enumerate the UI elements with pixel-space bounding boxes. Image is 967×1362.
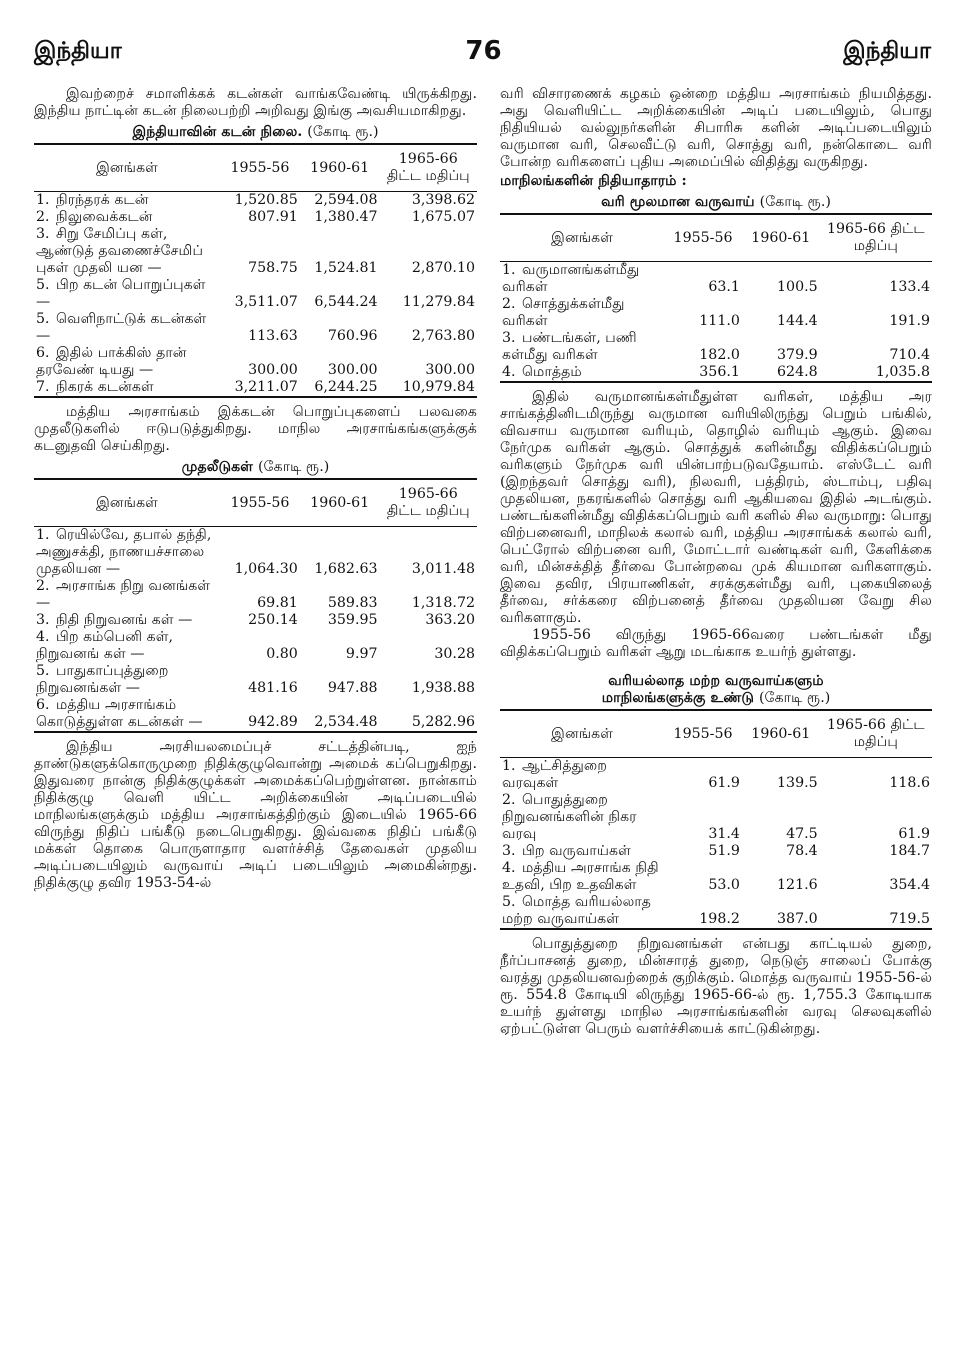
header-1955: 1955-56	[220, 479, 300, 527]
value-1965: 133.4	[889, 279, 930, 295]
row-number: 5.	[502, 894, 516, 910]
row-number: 1.	[36, 527, 50, 543]
value-1960: 78.4	[786, 843, 818, 859]
running-head-left: இந்தியா	[34, 38, 122, 64]
value-1960: 2,534.48	[314, 714, 378, 730]
row-number: 4.	[502, 364, 516, 380]
row-label: பொதுத்துறை நிறுவனங்களின் நிகர வரவு	[502, 792, 637, 842]
header-1960: 1960-61	[300, 144, 380, 192]
value-1955: 182.0	[699, 347, 740, 363]
value-1965: 5,282.96	[411, 714, 475, 730]
invest-table	[34, 478, 477, 733]
nontax-table-title-line1: வரியல்லாத மற்ற வருவாய்களும்	[608, 673, 824, 689]
value-1965: 30.28	[434, 646, 475, 662]
value-1955: 758.75	[248, 260, 298, 276]
row-label-cell	[34, 311, 220, 345]
header-1955: 1955-56	[664, 710, 742, 758]
row-label-cell	[500, 364, 664, 382]
row-number: 3.	[36, 226, 50, 242]
value-1955: 1,064.30	[234, 561, 298, 577]
value-1965: 719.5	[889, 911, 930, 927]
value-1965: 1,675.07	[411, 209, 475, 225]
table-row	[34, 192, 477, 210]
value-1960: 947.88	[327, 680, 378, 696]
value-1960: 624.8	[777, 364, 818, 380]
table-row	[34, 697, 477, 732]
row-label-cell	[500, 296, 664, 330]
row-number: 2.	[502, 296, 516, 312]
row-number: 3.	[502, 330, 516, 346]
debt-table-unit: (கோடி ரூ.)	[307, 124, 379, 140]
table-row	[500, 894, 932, 929]
table-row	[500, 330, 932, 364]
row-label: பிற கடன் பொறுப்புகள்—	[36, 277, 206, 310]
value-1955: 111.0	[699, 313, 740, 329]
row-label-cell	[34, 277, 220, 311]
header-items: இனங்கள்	[500, 214, 664, 262]
row-label: மத்திய அரசாங்கம் கொடுத்துள்ள கடன்கள் —	[36, 697, 203, 730]
mid-paragraph-right-1: இதில் வருமானங்கள்மீதுள்ள வரிகள், மத்திய அர சாங்கத்தினிடமிருந்து வருமான வரியிலிருந்து பெறும் பங்கில், விவசாய வருமான வரியும், தொழில் வரியும் ஆகும். இவை நேர்முக வரிகள் ஆகும். சொத்துக் களின்மீது விதிக்கப்பெறும் வரிகளும் நேர்முக வரி யின்பாற்படுவதேயாம். எஸ்டேட் வரி (இறந்தவர் சொத்து வரி), நிலவரி, பத்திரம், ஸ்டாம்பு, பதிவு முதலியன, நகரங்களில் சொத்து வரி ஆகியவை இதில் அடங்கும். பண்டங்களின்மீது விதிக்கப்பெறும் வரி களில் சில வருமாறு: பொது விற்பனைவரி, மாநிலக் கலால் வரி, மத்திய அரசாங்கக் கலால் வரி, பெட்ரோல் விற்பனை வரி, மோட்டார் வண்டிகள் வரி, கேளிக்கை வரி, மின்சக்தித் தீர்வை போன்றவை முக் கியமான வரிகளாகும். இவை தவிர, பிரயாணிகள், சரக்குகள்மீது வரி, புகையிலைத் தீர்வை, சர்க்கரை விற்பனைத் தீர்வை முதலியன வேறு சில வரிகளாகும்.	[500, 389, 932, 626]
value-1965: 191.9	[889, 313, 930, 329]
value-1965: 3,398.62	[411, 192, 475, 208]
table-row	[500, 792, 932, 843]
table-row	[34, 379, 477, 397]
table-row	[34, 663, 477, 697]
row-number: 2.	[36, 578, 50, 594]
bottom-paragraph-left: இந்திய அரசியலமைப்புச் சட்டத்தின்படி, ஐந் தாண்டுகளுக்கொருமுறை நிதிக்குழுவொன்று அமைக் கப்பெறுகிறது. இதுவரை நான்கு நிதிக்குழுக்கள் அமைக்கப்பெற்றுள்ளன. நான்காம் நிதிக்குழு வெளி யிட்ட அறிக்கையின் அடிப்படையில் மாநிலங்களுக்கும் மத்திய அரசாங்கத்திற்கும் இடையில் 1965-66 விருந்து நிதிப் பங்கீடு நடைபெறுகிறது. இவ்வகை நிதிப் பங்கீடு மக்கள் தொகை பொருளாதார வளர்ச்சித் தேவைகள் முதலிய அடிப்படையிலும் வருவாய் அடிப் படையிலும் அமைகின்றது. நிதிக்குழு தவிர 1953-54-ல்	[34, 739, 477, 891]
debt-table-body	[34, 192, 477, 398]
row-label-cell	[500, 894, 664, 929]
top-paragraph-right: வரி விசாரணைக் கழகம் ஒன்றை மத்திய அரசாங்கம் நியமித்தது. அது வெளியிட்ட அறிக்கையின் அடிப் படையிலும், பொது நிதியியல் வல்லுநர்களின் சிபாரிசு களின் அடிப்படையிலும் வருமான வரி, செலவீட்டு வரி, சொத்து வரி, நன்கொடை வரி போன்ற வரிகளைப் புதிய அமைப்பில் விதித்து வருகிறது.	[500, 86, 932, 170]
table-row	[34, 612, 477, 629]
row-number: 5.	[36, 663, 50, 679]
row-number: 5.	[36, 277, 50, 293]
row-label-cell	[34, 379, 220, 397]
tax-table-title	[500, 194, 932, 211]
row-label-cell	[500, 860, 664, 894]
value-1965: 3,011.48	[411, 561, 475, 577]
running-head-right: இந்தியா	[843, 38, 931, 64]
value-1965: 184.7	[889, 843, 930, 859]
value-1965: 2,870.10	[411, 260, 475, 276]
right-column	[500, 86, 932, 1038]
row-number: 5.	[36, 311, 50, 327]
value-1965: 1,318.72	[411, 595, 475, 611]
value-1955: 53.0	[708, 877, 740, 893]
row-label: மொத்த வரியல்லாத மற்ற வருவாய்கள்	[502, 894, 652, 927]
table-row	[500, 364, 932, 382]
value-1965: 1,938.88	[411, 680, 475, 696]
row-number: 4.	[502, 860, 516, 876]
row-number: 2.	[36, 209, 50, 225]
value-1960: 144.4	[777, 313, 818, 329]
header-1965: 1965-66 திட்ட மதிப்பு	[820, 214, 932, 262]
value-1960: 379.9	[777, 347, 818, 363]
row-label: வருமானங்கள்மீது வரிகள்	[502, 262, 640, 295]
table-row	[34, 629, 477, 663]
nontax-table-title-line2-wrap	[500, 690, 932, 707]
header-items: இனங்கள்	[34, 479, 220, 527]
bottom-paragraph-right: பொதுத்துறை நிறுவனங்கள் என்பது காட்டியல் துறை, நீர்ப்பாசனத் துறை, மின்சாரத் துறை, நெடுஞ் சாலைப் போக்கு வரத்து முதலியனவற்றைக் குறிக்கும். மொத்த வருவாய் 1955-56-ல் ரூ. 554.8 கோடியி லிருந்து 1965-66-ல் ரூ. 1,755.3 கோடியாக உயர்ந் துள்ளது மாநில அரசாங்கங்களின் வரவு செலவுகளில் ஏற்பட்டுள்ள பெரும் வளர்ச்சியைக் காட்டுகின்றது.	[500, 936, 932, 1037]
row-label: பிற கம்பெனி கள், நிறுவனங் கள் —	[36, 629, 174, 662]
row-label-cell	[500, 262, 664, 297]
value-1955: 942.89	[248, 714, 298, 730]
tax-table-title-text: வரி மூலமான வருவாய்	[601, 194, 755, 210]
nontax-table	[500, 709, 932, 930]
table-row	[34, 345, 477, 379]
tax-table-body	[500, 262, 932, 383]
row-number: 3.	[502, 843, 516, 859]
nontax-table-body	[500, 758, 932, 930]
value-1955: 198.2	[699, 911, 740, 927]
tax-table-unit: (கோடி ரூ.)	[759, 194, 831, 210]
value-1960: 1,524.81	[314, 260, 378, 276]
value-1965: 363.20	[425, 612, 475, 628]
row-label-cell	[34, 209, 220, 226]
value-1955: 69.81	[257, 595, 298, 611]
value-1960: 2,594.08	[314, 192, 378, 208]
row-number: 6.	[36, 697, 50, 713]
table-row	[34, 578, 477, 612]
row-label-cell	[500, 330, 664, 364]
value-1965: 300.00	[425, 362, 475, 378]
row-label: நிலுவைக்கடன்	[56, 209, 153, 225]
row-label: அரசாங்க நிறு வனங்கள் —	[36, 578, 211, 611]
table-row	[34, 226, 477, 277]
value-1955: 63.1	[708, 279, 740, 295]
table-row	[500, 262, 932, 297]
value-1965: 10,979.84	[402, 379, 475, 395]
header-1960: 1960-61	[742, 710, 820, 758]
row-number: 1.	[502, 262, 516, 278]
mid-paragraph-right-2: 1955-56 விருந்து 1965-66வரை பண்டங்கள் மீது விதிக்கப்பெறும் வரிகள் ஆறு மடங்காக உயர்ந் துள்ளது.	[500, 627, 932, 660]
value-1955: 0.80	[266, 646, 298, 662]
mid-paragraph: மத்திய அரசாங்கம் இக்கடன் பொறுப்புகளைப் பலவகை முதலீடுகளில் ஈடுபடுத்துகிறது. மாநில அரசாங்கங்களுக்குக் கடனுதவி செய்கிறது.	[34, 404, 477, 454]
row-label-cell	[34, 527, 220, 579]
invest-table-title-text: முதலீடுகள்	[181, 459, 254, 475]
value-1960: 100.5	[777, 279, 818, 295]
row-label: நிதி நிறுவனங் கள் —	[56, 612, 193, 628]
value-1960: 6,244.25	[314, 379, 378, 395]
row-number: 6.	[36, 345, 50, 361]
nontax-table-unit: (கோடி ரூ.)	[759, 690, 831, 706]
value-1955: 3,211.07	[234, 379, 298, 395]
value-1965: 1,035.8	[875, 364, 930, 380]
value-1960: 1,380.47	[314, 209, 378, 225]
header-1955: 1955-56	[664, 214, 742, 262]
row-label-cell	[500, 758, 664, 793]
invest-table-body	[34, 527, 477, 733]
value-1960: 121.6	[777, 877, 818, 893]
debt-table	[34, 143, 477, 398]
header-items: இனங்கள்	[500, 710, 664, 758]
row-label: ரெயில்வே, தபால் தந்தி, அணுசக்தி, நாணயச்சாலை முதலியன —	[36, 527, 212, 577]
header-1960: 1960-61	[742, 214, 820, 262]
row-label: பாதுகாப்புத்துறை நிறுவனங்கள் —	[36, 663, 169, 696]
value-1960: 1,682.63	[314, 561, 378, 577]
value-1960: 9.97	[345, 646, 378, 662]
row-label: நிரந்தரக் கடன்	[56, 192, 149, 208]
header-1955: 1955-56	[220, 144, 300, 192]
value-1955: 300.00	[248, 362, 298, 378]
row-label: மத்திய அரசாங்க நிதி உதவி, பிற உதவிகள்	[502, 860, 659, 893]
value-1955: 3,511.07	[234, 294, 298, 310]
header-1965: 1965-66 திட்ட மதிப்பு	[380, 479, 477, 527]
debt-table-title	[34, 124, 477, 141]
row-label: மொத்தம்	[522, 364, 582, 380]
value-1965: 710.4	[889, 347, 930, 363]
value-1960: 47.5	[786, 826, 818, 842]
row-label-cell	[34, 226, 220, 277]
header-items: இனங்கள்	[34, 144, 220, 192]
value-1965: 11,279.84	[402, 294, 475, 310]
value-1955: 250.14	[248, 612, 298, 628]
value-1955: 356.1	[699, 364, 740, 380]
table-row	[500, 758, 932, 793]
row-label: இதில் பாக்கிஸ் தான் தரவேண் டியது —	[36, 345, 187, 378]
value-1960: 359.95	[327, 612, 378, 628]
row-label-cell	[34, 345, 220, 379]
row-number: 7.	[36, 379, 50, 395]
row-number: 2.	[502, 792, 516, 808]
value-1960: 6,544.24	[314, 294, 378, 310]
value-1955: 113.63	[248, 328, 298, 344]
row-label: பண்டங்கள், பணி கள்மீது வரிகள்	[502, 330, 637, 363]
table-row	[500, 296, 932, 330]
row-label-cell	[34, 578, 220, 612]
header-1960: 1960-61	[300, 479, 380, 527]
row-label-cell	[500, 843, 664, 860]
row-label-cell	[34, 629, 220, 663]
table-row	[500, 843, 932, 860]
value-1955: 1,520.85	[234, 192, 298, 208]
header-1965: 1965-66 திட்ட மதிப்பு	[820, 710, 932, 758]
value-1955: 51.9	[708, 843, 740, 859]
row-label: சொத்துக்கள்மீது வரிகள்	[502, 296, 625, 329]
value-1965: 2,763.80	[411, 328, 475, 344]
row-label: சிறு சேமிப்பு கள், ஆண்டுத் தவணைச்சேமிப் புகள் முதலி யன —	[36, 226, 204, 276]
value-1965: 118.6	[889, 775, 930, 791]
invest-table-title	[34, 459, 477, 476]
row-label-cell	[500, 792, 664, 843]
table-row	[34, 527, 477, 579]
value-1955: 807.91	[248, 209, 298, 225]
table-row	[34, 277, 477, 311]
invest-table-header	[34, 479, 477, 527]
value-1960: 387.0	[777, 911, 818, 927]
value-1955: 481.16	[248, 680, 298, 696]
finance-heading: மாநிலங்களின் நிதியாதாரம் :	[500, 173, 687, 189]
row-label-cell	[34, 663, 220, 697]
value-1965: 61.9	[898, 826, 930, 842]
nontax-table-header	[500, 710, 932, 758]
table-row	[500, 860, 932, 894]
value-1960: 589.83	[327, 595, 378, 611]
row-number: 1.	[502, 758, 516, 774]
value-1960: 139.5	[777, 775, 818, 791]
row-label: வெளிநாட்டுக் கடன்கள் —	[36, 311, 207, 344]
value-1960: 300.00	[327, 362, 378, 378]
row-label: நிகரக் கடன்கள்	[56, 379, 154, 395]
value-1955: 31.4	[708, 826, 740, 842]
left-column	[34, 86, 477, 892]
row-label: பிற வருவாய்கள்	[522, 843, 631, 859]
row-label-cell	[34, 612, 220, 629]
page-number: 76	[465, 36, 502, 66]
tax-table-header	[500, 214, 932, 262]
row-label-cell	[34, 192, 220, 210]
invest-table-unit: (கோடி ரூ.)	[258, 459, 330, 475]
nontax-table-title-line2: மாநிலங்களுக்கு உண்டு	[601, 690, 755, 706]
value-1955: 61.9	[708, 775, 740, 791]
intro-paragraph: இவற்றைச் சமாளிக்கக் கடன்கள் வாங்கவேண்டி யிருக்கிறது. இந்திய நாட்டின் கடன் நிலைபற்றி அறிவது இங்கு அவசியமாகிறது.	[34, 86, 477, 119]
row-label: ஆட்சித்துறை வரவுகள்	[502, 758, 607, 791]
row-label-cell	[34, 697, 220, 732]
header-1965: 1965-66 திட்ட மதிப்பு	[380, 144, 477, 192]
table-row	[34, 311, 477, 345]
value-1960: 760.96	[327, 328, 378, 344]
row-number: 1.	[36, 192, 50, 208]
value-1965: 354.4	[889, 877, 930, 893]
table-row	[34, 209, 477, 226]
row-number: 3.	[36, 612, 50, 628]
row-number: 4.	[36, 629, 50, 645]
tax-table	[500, 213, 932, 383]
debt-table-title-text: இந்தியாவின் கடன் நிலை.	[132, 124, 303, 140]
nontax-table-title	[500, 673, 932, 707]
debt-table-header	[34, 144, 477, 192]
